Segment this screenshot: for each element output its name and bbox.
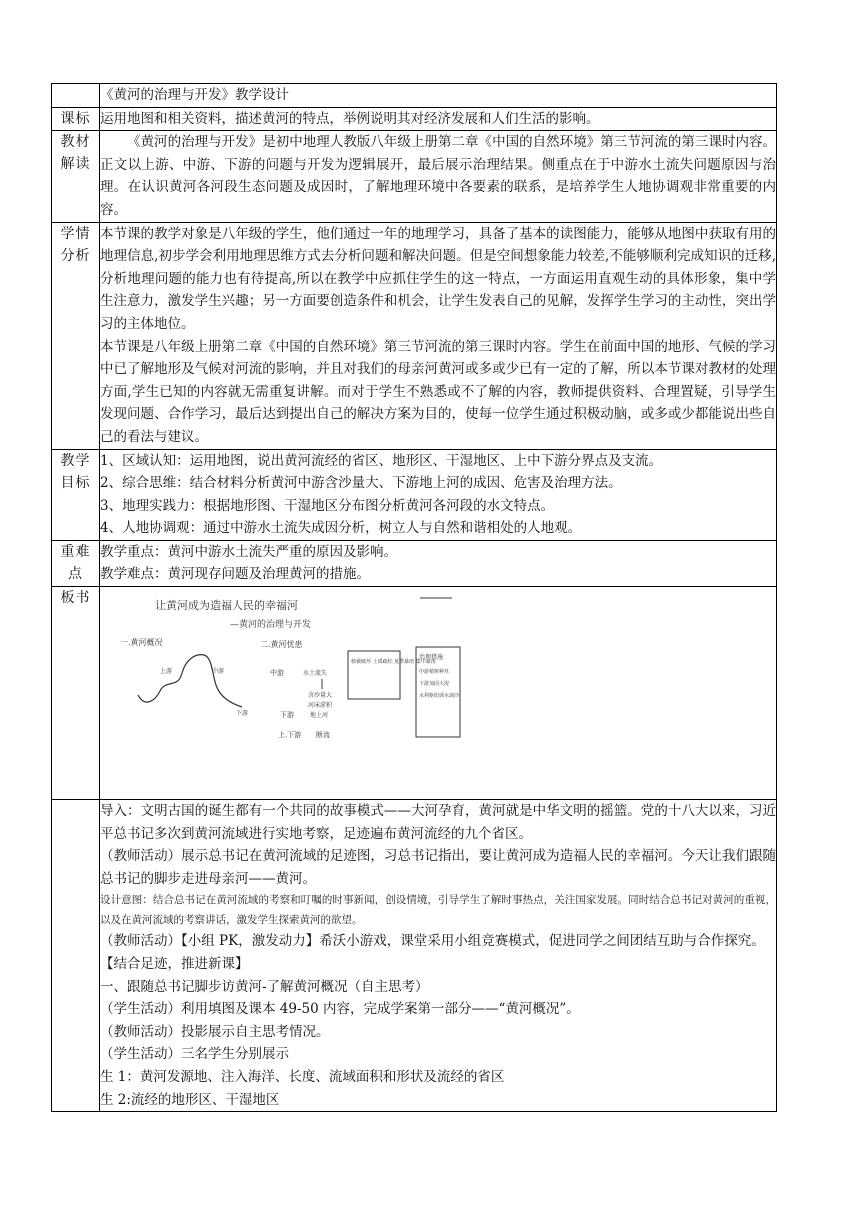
goal-item: 1、区域认知：运用地图，说出黄河流经的省区、地形区、干湿地区、上中下游分界点及支流。 bbox=[100, 452, 663, 469]
process-line: 一、跟随总书记脚步访黄河-了解黄河概况（自主思考） bbox=[100, 978, 429, 995]
process-line: （教师活动）展示总书记在黄河流域的足迹图，习总书记指出，要让黄河成为造福人民的幸福河。今天让我们跟随总书记的脚步走进母亲河——黄河。 bbox=[100, 848, 776, 887]
student-paragraph-1: 本节课的教学对象是八年级的学生，他们通过一年的地理学习，具备了基本的读图能力，能够从地图中获取有用的地理信息,初步学会利用地理思维方式去分析问题和解决问题。但是空间想象能力较差,不能够顺利完成知识的迁移,分析地理问题的能力也有待提高,所以在教学中应抓住学生的这一特点，一方面运用直观生动的具体形象，集中学生注意力，激发学生兴趣；另一方面要创造条件和机会，让学生发表自己的见解，发挥学生学习的主动性，突出学习的主体地位。 bbox=[100, 225, 776, 332]
goal-item: 3、地理实践力：根据地形图、干湿地区分布图分析黄河各河段的水文特点。 bbox=[100, 497, 555, 514]
key-point: 教学重点：黄河中游水土流失严重的原因及影响。 bbox=[100, 543, 397, 560]
row-label-key-points bbox=[52, 540, 100, 586]
design-intent: 设计意图：结合总书记在黄河流域的考察和叮嘱的时事新闻，创设情境，引导学生了解时事热点，关注国家发展。同时结合总书记对黄河的重视，以及在黄河流域的考察讲话，激发学生探索黄河的欲望。 bbox=[100, 894, 776, 927]
difficult-point: 教学难点：黄河现存问题及治理黄河的措施。 bbox=[100, 566, 370, 583]
blackboard-sketch bbox=[120, 593, 480, 753]
sketch-section-1: 一.黄河概况 bbox=[120, 638, 163, 648]
row-label-student bbox=[52, 222, 100, 449]
sketch-measures-title: 治理措施 bbox=[419, 654, 444, 662]
sketch-measure-1: 中游植树种草 bbox=[419, 669, 450, 676]
sketch-cutoff: 断流 bbox=[316, 731, 330, 740]
process-line: （教师活动）投影展示自主思考情况。 bbox=[100, 1023, 330, 1040]
title-row bbox=[52, 84, 777, 108]
row-label-curriculum: 课标 bbox=[52, 107, 100, 131]
row-blackboard bbox=[52, 587, 777, 800]
row-label-goals bbox=[52, 449, 100, 540]
goal-item: 2、综合思维：结合材料分析黄河中游含沙量大、下游地上河的成因、危害及治理方法。 bbox=[100, 475, 622, 492]
label-line-1: 学情 bbox=[60, 225, 91, 242]
sketch-middle-label: 中游 bbox=[212, 668, 225, 676]
key-points-text bbox=[100, 540, 777, 586]
sketch-soil-erosion: 水土流失 bbox=[303, 670, 328, 678]
sketch-upper-label: 上游 bbox=[160, 668, 173, 676]
sketch-causes: 植被破坏 土质疏松 夏季暴雨 集中暴雨 bbox=[351, 659, 436, 666]
row-textbook-analysis bbox=[52, 131, 777, 222]
student-analysis-text bbox=[100, 222, 777, 449]
row-student-analysis bbox=[52, 222, 777, 449]
sketch-upper-lower: 上.下游 bbox=[278, 731, 302, 740]
textbook-paragraph: 《黄河的治理与开发》是初中地理人教版八年级上册第二章《中国的自然环境》第三节河流的第三课时内容。正文以上游、中游、下游的问题与开发为逻辑展开，最后展示治理结果。侧重点在于中游水土流失问题原因与治理。在认识黄河各河段生态问题及成因时，了解地理环境中各要素的联系，是培养学生人地协调观非常重要的内容。 bbox=[100, 134, 776, 218]
row-key-points bbox=[52, 540, 777, 586]
sketch-middle-stream: 中游 bbox=[270, 669, 284, 678]
row-label-blackboard: 板书 bbox=[52, 587, 100, 800]
sketch-section-2: 二.黄河忧患 bbox=[260, 640, 303, 650]
goal-item: 4、人地协调观：通过中游水土流失成因分析，树立人与自然和谐相处的人地观。 bbox=[100, 520, 582, 537]
process-line: （学生活动）三名学生分别展示 bbox=[100, 1046, 289, 1063]
textbook-analysis-text bbox=[100, 131, 777, 222]
sketch-measure-2: 下游加固大堤 bbox=[419, 681, 450, 688]
blackboard-sketch-cell bbox=[100, 587, 777, 800]
page-title: 《黄河的治理与开发》教学设计 bbox=[100, 84, 777, 108]
process-line: （教师活动）【小组 PK，激发动力】希沃小游戏，课堂采用小组竞赛模式，促进同学之间团结互助与合作探究。 bbox=[100, 933, 765, 950]
sketch-riverbed-silt: 河床淤积 bbox=[308, 702, 333, 710]
row-teaching-process bbox=[52, 800, 777, 1112]
label-line-1: 重难 bbox=[60, 543, 91, 560]
process-line: 【结合足迹，推进新课】 bbox=[100, 956, 249, 973]
process-line: （学生活动）利用填图及课本 49-50 内容，完成学案第一部分——“黄河概况”。 bbox=[100, 1001, 580, 1018]
row-teaching-goals bbox=[52, 449, 777, 540]
label-line-1: 教材 bbox=[60, 134, 91, 151]
lesson-plan-table bbox=[51, 83, 777, 1112]
process-line: 生 1：黄河发源地、注入海洋、长度、流域面积和形状及流经的省区 bbox=[100, 1069, 505, 1085]
label-line-2: 解读 bbox=[60, 156, 91, 173]
label-line-1: 教学 bbox=[60, 452, 91, 469]
sketch-heading: 让黄河成为造福人民的幸福河 bbox=[155, 599, 298, 613]
student-paragraph-2: 本节课是八年级上册第二章《中国的自然环境》第三节河流的第三课时内容。学生在前面中国的地形、气候的学习中已了解地形及气候对河流的影响，并且对我们的母亲河黄河或多或少已有一定的了解，所以本节课对教材的处理方面,学生已知的内容就无需重复讲解。而对于学生不熟悉或不了解的内容，教师提供资料、合理置疑，引导学生发现问题、合作学习，最后达到提出自己的解决方案为目的，使每一位学生通过积极动脑，或多或少都能说出些自己的看法与建议。 bbox=[100, 338, 776, 445]
label-line-2: 点 bbox=[68, 565, 83, 582]
label-line-2: 分析 bbox=[60, 247, 91, 264]
sketch-subheading: —黄河的治理与开发 bbox=[230, 620, 312, 631]
curriculum-standard-text: 运用地图和相关资料，描述黄河的特点，举例说明其对经济发展和人们生活的影响。 bbox=[100, 107, 777, 131]
row-curriculum-standard bbox=[52, 107, 777, 131]
teaching-goals-list bbox=[100, 449, 777, 540]
yellow-river-outline bbox=[138, 655, 242, 707]
sketch-lower-stream: 下游 bbox=[280, 711, 294, 720]
process-line: 生 2:流经的地形区、干湿地区 bbox=[100, 1091, 280, 1108]
teaching-process-text bbox=[100, 800, 777, 1112]
sketch-measure-3: 水利枢纽调水调沙 bbox=[419, 693, 460, 700]
sketch-lower-label: 下游 bbox=[236, 710, 249, 718]
label-line-2: 目标 bbox=[60, 474, 91, 491]
sketch-suspended-river: 地上河 bbox=[310, 712, 329, 720]
row-label-textbook bbox=[52, 131, 100, 222]
sketch-high-silt: 含沙量大 bbox=[308, 692, 333, 700]
row-label-process bbox=[52, 800, 100, 1112]
process-line: 导入：文明古国的诞生都有一个共同的故事模式——大河孕育，黄河就是中华文明的摇篮。党的十八大以来，习近平总书记多次到黄河流域进行实地考察，足迹遍布黄河流经的九个省区。 bbox=[100, 803, 776, 842]
title-label-cell bbox=[52, 84, 100, 108]
